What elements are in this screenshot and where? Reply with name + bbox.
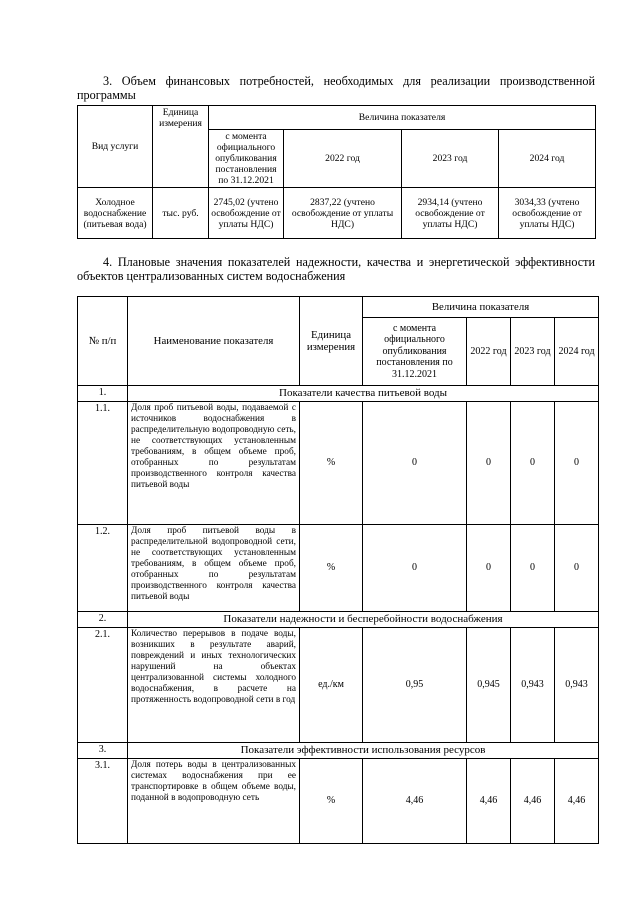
cell-v0: 2745,02 (учтено освобождение от уплаты НДС) xyxy=(209,188,284,239)
row-v2022: 4,46 xyxy=(467,759,511,844)
table-row xyxy=(78,759,599,844)
row-v2024: 0 xyxy=(555,402,599,525)
row-v2022: 0 xyxy=(467,402,511,525)
row-name: Количество перерывов в подаче воды, возникших в результате аварий, повреждений и иных технологических нарушений на объектах централизованной системы холодного водоснабжения, в расчете на протяженность водопроводной сети в год xyxy=(128,628,300,743)
table-row xyxy=(78,525,599,612)
financial-needs-table xyxy=(77,105,596,239)
row-v2023: 0 xyxy=(511,525,555,612)
col-header-name: Наименование показателя xyxy=(128,297,300,386)
row-v2022: 0,945 xyxy=(467,628,511,743)
section-3-heading: 3. Объем финансовых потребностей, необходимых для реализации производственной программы xyxy=(77,74,595,102)
row-unit: % xyxy=(300,525,363,612)
group-row xyxy=(78,612,599,628)
row-v2024: 4,46 xyxy=(555,759,599,844)
group-row xyxy=(78,386,599,402)
group-num: 2. xyxy=(78,612,128,628)
row-v0: 4,46 xyxy=(363,759,467,844)
table-row xyxy=(78,628,599,743)
table-row xyxy=(78,402,599,525)
col-header-value: Величина показателя xyxy=(363,297,599,318)
group-title: Показатели эффективности использования ресурсов xyxy=(128,743,599,759)
col-header-2024: 2024 год xyxy=(499,130,596,188)
row-v2024: 0,943 xyxy=(555,628,599,743)
row-unit: % xyxy=(300,402,363,525)
col-header-service: Вид услуги xyxy=(78,106,153,188)
col-header-period0: с момента официального опубликования постановления по 31.12.2021 xyxy=(363,318,467,386)
col-header-num: № п/п xyxy=(78,297,128,386)
col-header-unit: Единица измерения xyxy=(153,106,209,188)
group-title: Показатели надежности и бесперебойности водоснабжения xyxy=(128,612,599,628)
col-header-period0: с момента официального опубликования постановления по 31.12.2021 xyxy=(209,130,284,188)
row-v2024: 0 xyxy=(555,525,599,612)
cell-v2024: 3034,33 (учтено освобождение от уплаты НДС) xyxy=(499,188,596,239)
row-name: Доля потерь воды в централизованных системах водоснабжения при ее транспортировке в общем объеме воды, поданной в водопроводную сеть xyxy=(128,759,300,844)
col-header-2022: 2022 год xyxy=(284,130,402,188)
row-unit: ед./км xyxy=(300,628,363,743)
row-v2023: 0,943 xyxy=(511,628,555,743)
group-num: 1. xyxy=(78,386,128,402)
row-num: 1.2. xyxy=(78,525,128,612)
table-row xyxy=(78,188,596,239)
row-v0: 0 xyxy=(363,402,467,525)
group-row xyxy=(78,743,599,759)
row-num: 2.1. xyxy=(78,628,128,743)
section-4-heading: 4. Плановые значения показателей надежности, качества и энергетической эффективности объектов централизованных систем водоснабжения xyxy=(77,255,595,283)
row-name: Доля проб питьевой воды в распределительной водопроводной сети, не соответствующих установленным требованиям, в общем объеме проб, отобранных по результатам производственного контроля качества питьевой воды xyxy=(128,525,300,612)
row-num: 1.1. xyxy=(78,402,128,525)
row-v0: 0 xyxy=(363,525,467,612)
col-header-2023: 2023 год xyxy=(402,130,499,188)
row-v2022: 0 xyxy=(467,525,511,612)
col-header-2024: 2024 год xyxy=(555,318,599,386)
indicators-table xyxy=(77,296,599,844)
col-header-value: Величина показателя xyxy=(209,106,596,130)
cell-v2023: 2934,14 (учтено освобождение от уплаты НДС) xyxy=(402,188,499,239)
row-name: Доля проб питьевой воды, подаваемой с источников водоснабжения в распределительную водопроводную сеть, не соответствующих установленным требованиям, в общем объеме проб, отобранных по результатам производственного контроля качества питьевой воды xyxy=(128,402,300,525)
row-unit: % xyxy=(300,759,363,844)
row-v0: 0,95 xyxy=(363,628,467,743)
group-num: 3. xyxy=(78,743,128,759)
col-header-2023: 2023 год xyxy=(511,318,555,386)
col-header-2022: 2022 год xyxy=(467,318,511,386)
row-v2023: 4,46 xyxy=(511,759,555,844)
row-num: 3.1. xyxy=(78,759,128,844)
group-title: Показатели качества питьевой воды xyxy=(128,386,599,402)
cell-unit: тыс. руб. xyxy=(153,188,209,239)
cell-service: Холодное водоснабжение (питьевая вода) xyxy=(78,188,153,239)
col-header-unit: Единица измерения xyxy=(300,297,363,386)
row-v2023: 0 xyxy=(511,402,555,525)
cell-v2022: 2837,22 (учтено освобождение от уплаты НДС) xyxy=(284,188,402,239)
